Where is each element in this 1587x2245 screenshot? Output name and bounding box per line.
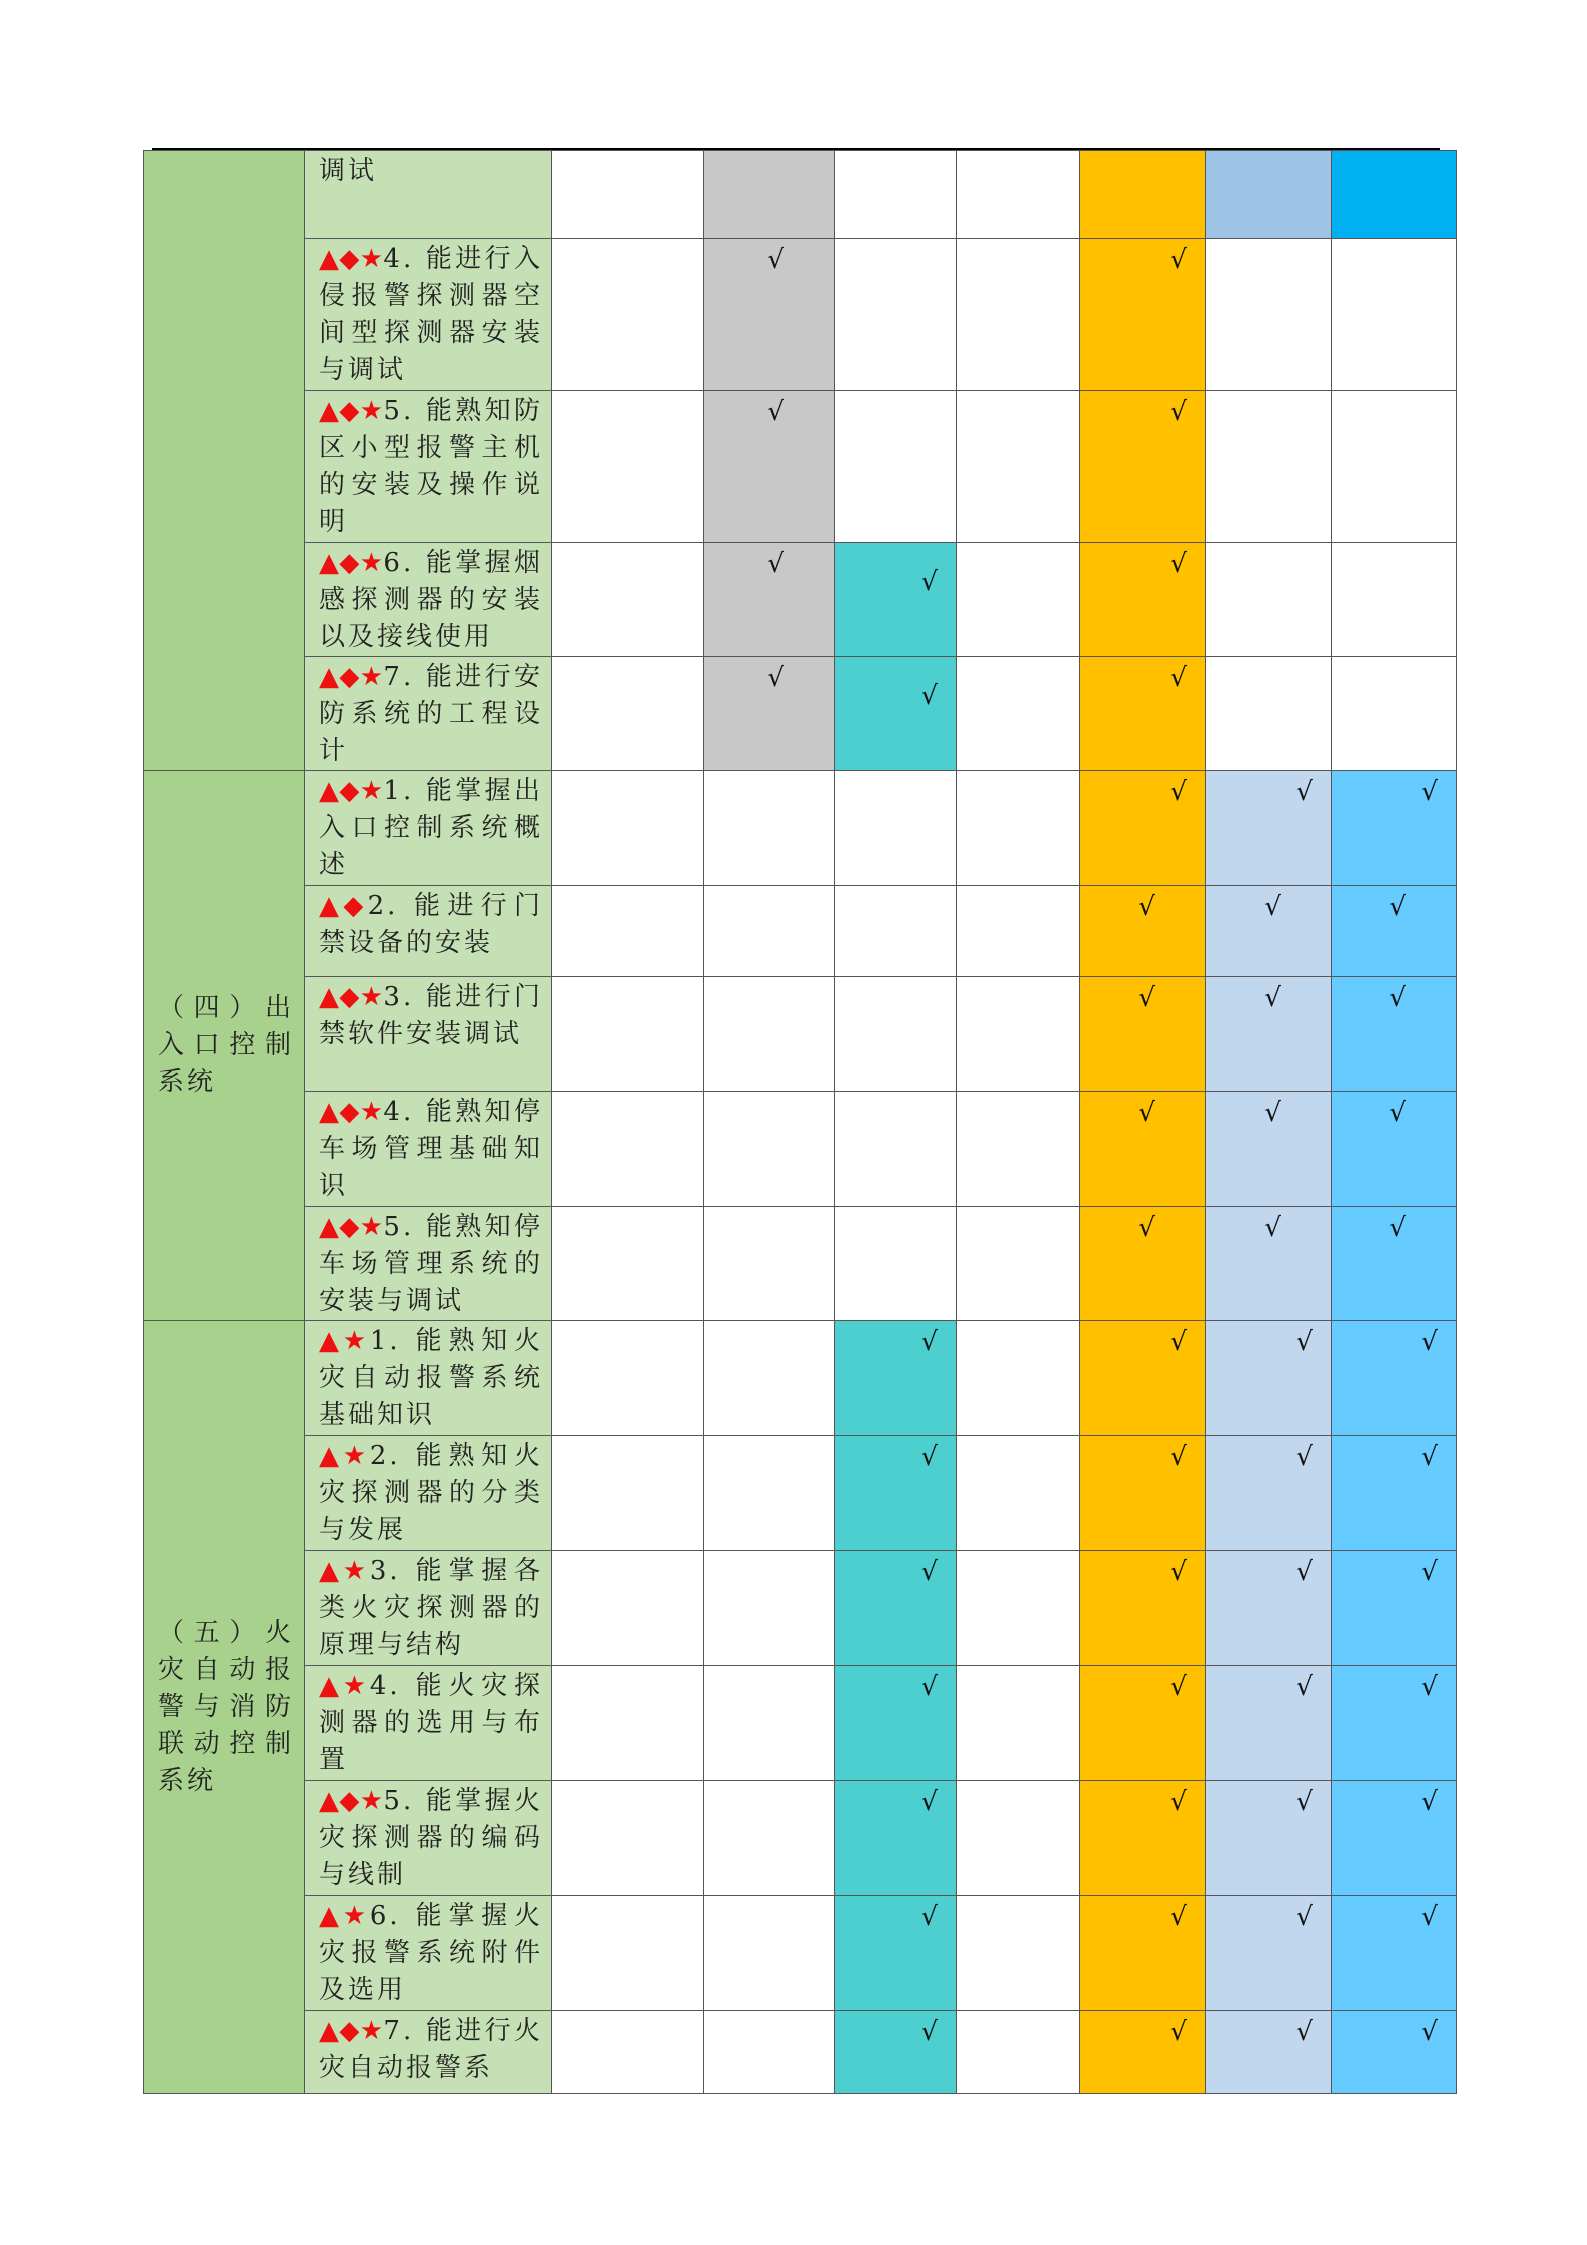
competency-item bbox=[305, 391, 552, 543]
competency-item bbox=[305, 543, 552, 657]
matrix-cell bbox=[1080, 1896, 1206, 2011]
check-mark: √ bbox=[1421, 1902, 1438, 1932]
matrix-cell bbox=[704, 1551, 835, 1666]
matrix-cell bbox=[835, 239, 957, 391]
competency-item bbox=[305, 886, 552, 977]
matrix-cell bbox=[835, 977, 957, 1092]
check-mark: √ bbox=[1138, 983, 1155, 1013]
check-mark: √ bbox=[767, 397, 784, 427]
check-mark: √ bbox=[1421, 1327, 1438, 1357]
matrix-cell bbox=[1206, 391, 1332, 543]
table-row bbox=[144, 239, 1457, 391]
matrix-cell bbox=[957, 1781, 1080, 1896]
matrix-cell bbox=[704, 1092, 835, 1207]
table-row bbox=[144, 1092, 1457, 1207]
module-cell: （四）出入口控制系统 bbox=[144, 771, 305, 1321]
matrix-cell bbox=[704, 771, 835, 886]
table-row bbox=[144, 1896, 1457, 2011]
competency-text: 调试 bbox=[319, 156, 378, 186]
check-mark: √ bbox=[1296, 1327, 1313, 1357]
matrix-cell bbox=[704, 239, 835, 391]
matrix-cell bbox=[1080, 2011, 1206, 2094]
check-mark: √ bbox=[1264, 1098, 1281, 1128]
matrix-cell bbox=[1080, 1321, 1206, 1436]
check-mark: √ bbox=[1389, 1098, 1406, 1128]
check-mark: √ bbox=[1421, 1557, 1438, 1587]
level-marks: ▲★ bbox=[319, 1326, 370, 1356]
check-mark: √ bbox=[1138, 892, 1155, 922]
check-mark: √ bbox=[1170, 1787, 1187, 1817]
matrix-cell bbox=[552, 239, 704, 391]
check-mark: √ bbox=[1264, 983, 1281, 1013]
table-row bbox=[144, 771, 1457, 886]
matrix-cell bbox=[957, 771, 1080, 886]
level-marks: ▲◆ bbox=[319, 891, 368, 921]
competency-item bbox=[305, 151, 552, 239]
check-mark: √ bbox=[1296, 1672, 1313, 1702]
check-mark: √ bbox=[1170, 245, 1187, 275]
level-marks: ▲★ bbox=[319, 1901, 370, 1931]
table-row bbox=[144, 657, 1457, 771]
table-row bbox=[144, 1207, 1457, 1321]
competency-text: 4. 能进行入侵报警探测器空间型探测器安装与调试 bbox=[319, 244, 543, 385]
matrix-cell bbox=[552, 1207, 704, 1321]
table-row bbox=[144, 1666, 1457, 1781]
matrix-cell bbox=[704, 391, 835, 543]
matrix-cell bbox=[835, 391, 957, 543]
competency-text: 5. 能掌握火灾探测器的编码与线制 bbox=[319, 1786, 543, 1890]
matrix-cell bbox=[1080, 151, 1206, 239]
check-mark: √ bbox=[1389, 983, 1406, 1013]
matrix-cell bbox=[704, 1666, 835, 1781]
matrix-cell bbox=[835, 1436, 957, 1551]
matrix-cell bbox=[704, 886, 835, 977]
matrix-cell bbox=[1080, 771, 1206, 886]
matrix-cell bbox=[552, 1321, 704, 1436]
table-row bbox=[144, 1551, 1457, 1666]
matrix-cell bbox=[835, 1551, 957, 1666]
level-marks: ▲◆★ bbox=[319, 1786, 384, 1816]
matrix-cell bbox=[552, 771, 704, 886]
check-mark: √ bbox=[1170, 397, 1187, 427]
competency-text: 1. 能掌握出入口控制系统概述 bbox=[319, 776, 543, 880]
matrix-cell bbox=[704, 151, 835, 239]
matrix-cell bbox=[957, 1551, 1080, 1666]
matrix-cell bbox=[704, 1321, 835, 1436]
check-mark: √ bbox=[921, 567, 938, 597]
check-mark: √ bbox=[1296, 777, 1313, 807]
matrix-cell bbox=[1206, 657, 1332, 771]
level-marks: ▲◆★ bbox=[319, 776, 384, 806]
matrix-cell bbox=[835, 1896, 957, 2011]
matrix-cell bbox=[835, 771, 957, 886]
level-marks: ▲★ bbox=[319, 1671, 370, 1701]
check-mark: √ bbox=[767, 549, 784, 579]
matrix-cell bbox=[1206, 771, 1332, 886]
matrix-cell bbox=[1080, 1666, 1206, 1781]
matrix-cell bbox=[835, 1781, 957, 1896]
matrix-cell bbox=[704, 977, 835, 1092]
matrix-cell bbox=[1332, 239, 1457, 391]
check-mark: √ bbox=[921, 1442, 938, 1472]
competency-item bbox=[305, 771, 552, 886]
matrix-cell bbox=[1080, 239, 1206, 391]
competency-text: 6. 能掌握烟感探测器的安装以及接线使用 bbox=[319, 548, 543, 652]
matrix-cell bbox=[552, 1781, 704, 1896]
matrix-cell bbox=[957, 1896, 1080, 2011]
matrix-cell bbox=[552, 543, 704, 657]
matrix-cell bbox=[1332, 543, 1457, 657]
check-mark: √ bbox=[1170, 1327, 1187, 1357]
matrix-cell bbox=[1332, 151, 1457, 239]
check-mark: √ bbox=[1421, 1672, 1438, 1702]
level-marks: ▲◆★ bbox=[319, 1212, 384, 1242]
matrix-cell bbox=[1080, 1092, 1206, 1207]
level-marks: ▲◆★ bbox=[319, 662, 384, 692]
matrix-cell bbox=[1080, 391, 1206, 543]
matrix-cell bbox=[957, 391, 1080, 543]
check-mark: √ bbox=[1170, 777, 1187, 807]
matrix-cell bbox=[1206, 543, 1332, 657]
competency-text: 5. 能熟知防区小型报警主机的安装及操作说明 bbox=[319, 396, 543, 537]
matrix-cell bbox=[552, 1551, 704, 1666]
table-row bbox=[144, 151, 1457, 239]
competency-item bbox=[305, 239, 552, 391]
matrix-cell bbox=[1332, 1666, 1457, 1781]
check-mark: √ bbox=[1421, 1442, 1438, 1472]
matrix-cell bbox=[704, 1436, 835, 1551]
check-mark: √ bbox=[1138, 1098, 1155, 1128]
matrix-cell bbox=[1080, 886, 1206, 977]
matrix-cell bbox=[1206, 1207, 1332, 1321]
matrix-cell bbox=[957, 239, 1080, 391]
matrix-cell bbox=[552, 1092, 704, 1207]
matrix-cell bbox=[1080, 1207, 1206, 1321]
level-marks: ▲★ bbox=[319, 1556, 370, 1586]
level-marks: ▲★ bbox=[319, 1441, 370, 1471]
check-mark: √ bbox=[1296, 1902, 1313, 1932]
matrix-cell bbox=[1332, 657, 1457, 771]
matrix-cell bbox=[1332, 771, 1457, 886]
matrix-cell bbox=[704, 1896, 835, 2011]
check-mark: √ bbox=[1296, 2017, 1313, 2047]
competency-text: 3. 能掌握各类火灾探测器的原理与结构 bbox=[319, 1556, 543, 1660]
competency-text: 2. 能进行门禁设备的安装 bbox=[319, 891, 543, 958]
level-marks: ▲◆★ bbox=[319, 396, 384, 426]
check-mark: √ bbox=[767, 663, 784, 693]
competency-item bbox=[305, 1896, 552, 2011]
matrix-cell bbox=[704, 2011, 835, 2094]
competency-text: 3. 能进行门禁软件安装调试 bbox=[319, 982, 543, 1049]
matrix-cell bbox=[704, 1781, 835, 1896]
matrix-cell bbox=[1332, 391, 1457, 543]
matrix-cell bbox=[1206, 239, 1332, 391]
matrix-cell bbox=[1206, 1092, 1332, 1207]
matrix-cell bbox=[835, 1321, 957, 1436]
check-mark: √ bbox=[1421, 1787, 1438, 1817]
matrix-cell bbox=[835, 886, 957, 977]
matrix-cell bbox=[704, 543, 835, 657]
table-body bbox=[144, 151, 1457, 2094]
matrix-cell bbox=[1080, 543, 1206, 657]
check-mark: √ bbox=[1421, 777, 1438, 807]
check-mark: √ bbox=[767, 245, 784, 275]
matrix-cell bbox=[957, 543, 1080, 657]
table-row bbox=[144, 391, 1457, 543]
matrix-cell bbox=[1332, 886, 1457, 977]
table-row bbox=[144, 2011, 1457, 2094]
table-row bbox=[144, 543, 1457, 657]
matrix-cell bbox=[552, 657, 704, 771]
matrix-cell bbox=[1332, 1207, 1457, 1321]
matrix-cell bbox=[957, 1207, 1080, 1321]
competency-item bbox=[305, 1092, 552, 1207]
competency-text: 7. 能进行火灾自动报警系 bbox=[319, 2016, 543, 2083]
check-mark: √ bbox=[1170, 1557, 1187, 1587]
matrix-cell bbox=[835, 543, 957, 657]
matrix-cell bbox=[835, 2011, 957, 2094]
check-mark: √ bbox=[1421, 2017, 1438, 2047]
matrix-cell bbox=[835, 1207, 957, 1321]
matrix-cell bbox=[552, 1436, 704, 1551]
matrix-cell bbox=[957, 2011, 1080, 2094]
check-mark: √ bbox=[921, 1672, 938, 1702]
level-marks: ▲◆★ bbox=[319, 982, 384, 1012]
check-mark: √ bbox=[1296, 1557, 1313, 1587]
matrix-cell bbox=[552, 977, 704, 1092]
matrix-cell bbox=[1206, 1321, 1332, 1436]
check-mark: √ bbox=[1170, 1672, 1187, 1702]
matrix-cell bbox=[1080, 657, 1206, 771]
matrix-cell bbox=[1332, 1781, 1457, 1896]
matrix-cell bbox=[704, 657, 835, 771]
matrix-cell bbox=[704, 1207, 835, 1321]
matrix-cell bbox=[552, 1666, 704, 1781]
check-mark: √ bbox=[1170, 1442, 1187, 1472]
table-row bbox=[144, 1781, 1457, 1896]
competency-item bbox=[305, 1436, 552, 1551]
check-mark: √ bbox=[921, 681, 938, 711]
matrix-cell bbox=[1332, 1436, 1457, 1551]
matrix-cell bbox=[1080, 977, 1206, 1092]
check-mark: √ bbox=[921, 1327, 938, 1357]
check-mark: √ bbox=[1296, 1442, 1313, 1472]
matrix-cell bbox=[957, 1436, 1080, 1551]
matrix-cell bbox=[957, 657, 1080, 771]
matrix-cell bbox=[1332, 1551, 1457, 1666]
competency-item bbox=[305, 1207, 552, 1321]
matrix-cell bbox=[552, 391, 704, 543]
matrix-cell bbox=[1080, 1436, 1206, 1551]
matrix-cell bbox=[1206, 1666, 1332, 1781]
check-mark: √ bbox=[1296, 1787, 1313, 1817]
table-row bbox=[144, 1436, 1457, 1551]
matrix-cell bbox=[1080, 1551, 1206, 1666]
matrix-cell bbox=[552, 2011, 704, 2094]
level-marks: ▲◆★ bbox=[319, 1097, 384, 1127]
matrix-cell bbox=[957, 1666, 1080, 1781]
matrix-cell bbox=[835, 151, 957, 239]
matrix-cell bbox=[1206, 151, 1332, 239]
level-marks: ▲◆★ bbox=[319, 2016, 384, 2046]
matrix-cell bbox=[1332, 977, 1457, 1092]
matrix-cell bbox=[1206, 2011, 1332, 2094]
competency-item bbox=[305, 1666, 552, 1781]
competency-text: 4. 能火灾探测器的选用与布置 bbox=[319, 1671, 543, 1775]
competency-text: 5. 能熟知停车场管理系统的安装与调试 bbox=[319, 1212, 543, 1316]
matrix-cell bbox=[1206, 1436, 1332, 1551]
competency-item bbox=[305, 1321, 552, 1436]
matrix-cell bbox=[1206, 977, 1332, 1092]
matrix-cell bbox=[957, 1092, 1080, 1207]
check-mark: √ bbox=[1264, 892, 1281, 922]
matrix-cell bbox=[1080, 1781, 1206, 1896]
check-mark: √ bbox=[921, 1557, 938, 1587]
matrix-cell bbox=[552, 886, 704, 977]
matrix-cell bbox=[1206, 1781, 1332, 1896]
check-mark: √ bbox=[1170, 2017, 1187, 2047]
check-mark: √ bbox=[1264, 1213, 1281, 1243]
check-mark: √ bbox=[1170, 663, 1187, 693]
check-mark: √ bbox=[921, 2017, 938, 2047]
course-competency-table bbox=[143, 150, 1457, 2094]
competency-item bbox=[305, 2011, 552, 2094]
matrix-cell bbox=[835, 657, 957, 771]
competency-item bbox=[305, 977, 552, 1092]
level-marks: ▲◆★ bbox=[319, 244, 384, 274]
competency-text: 6. 能掌握火灾报警系统附件及选用 bbox=[319, 1901, 543, 2005]
matrix-cell bbox=[552, 151, 704, 239]
matrix-cell bbox=[1206, 886, 1332, 977]
matrix-cell bbox=[1332, 1321, 1457, 1436]
competency-item bbox=[305, 657, 552, 771]
matrix-cell bbox=[1206, 1551, 1332, 1666]
matrix-cell bbox=[552, 1896, 704, 2011]
check-mark: √ bbox=[1170, 1902, 1187, 1932]
table-row bbox=[144, 886, 1457, 977]
matrix-cell bbox=[957, 977, 1080, 1092]
competency-item bbox=[305, 1551, 552, 1666]
level-marks: ▲◆★ bbox=[319, 548, 384, 578]
matrix-cell bbox=[835, 1666, 957, 1781]
table-row bbox=[144, 977, 1457, 1092]
check-mark: √ bbox=[1389, 892, 1406, 922]
competency-text: 2. 能熟知火灾探测器的分类与发展 bbox=[319, 1441, 543, 1545]
matrix-cell bbox=[1332, 1896, 1457, 2011]
matrix-cell bbox=[957, 1321, 1080, 1436]
matrix-cell bbox=[957, 151, 1080, 239]
table-row bbox=[144, 1321, 1457, 1436]
check-mark: √ bbox=[1389, 1213, 1406, 1243]
competency-text: 4. 能熟知停车场管理基础知识 bbox=[319, 1097, 543, 1201]
competency-text: 7. 能进行安防系统的工程设计 bbox=[319, 662, 543, 766]
matrix-cell bbox=[1206, 1896, 1332, 2011]
module-cell: （五）火灾自动报警与消防联动控制系统 bbox=[144, 1321, 305, 2094]
check-mark: √ bbox=[921, 1902, 938, 1932]
competency-text: 1. 能熟知火灾自动报警系统基础知识 bbox=[319, 1326, 543, 1430]
competency-item bbox=[305, 1781, 552, 1896]
check-mark: √ bbox=[1170, 549, 1187, 579]
module-cell bbox=[144, 151, 305, 771]
check-mark: √ bbox=[1138, 1213, 1155, 1243]
matrix-cell bbox=[957, 886, 1080, 977]
matrix-cell bbox=[1332, 2011, 1457, 2094]
matrix-cell bbox=[1332, 1092, 1457, 1207]
matrix-cell bbox=[835, 1092, 957, 1207]
check-mark: √ bbox=[921, 1787, 938, 1817]
